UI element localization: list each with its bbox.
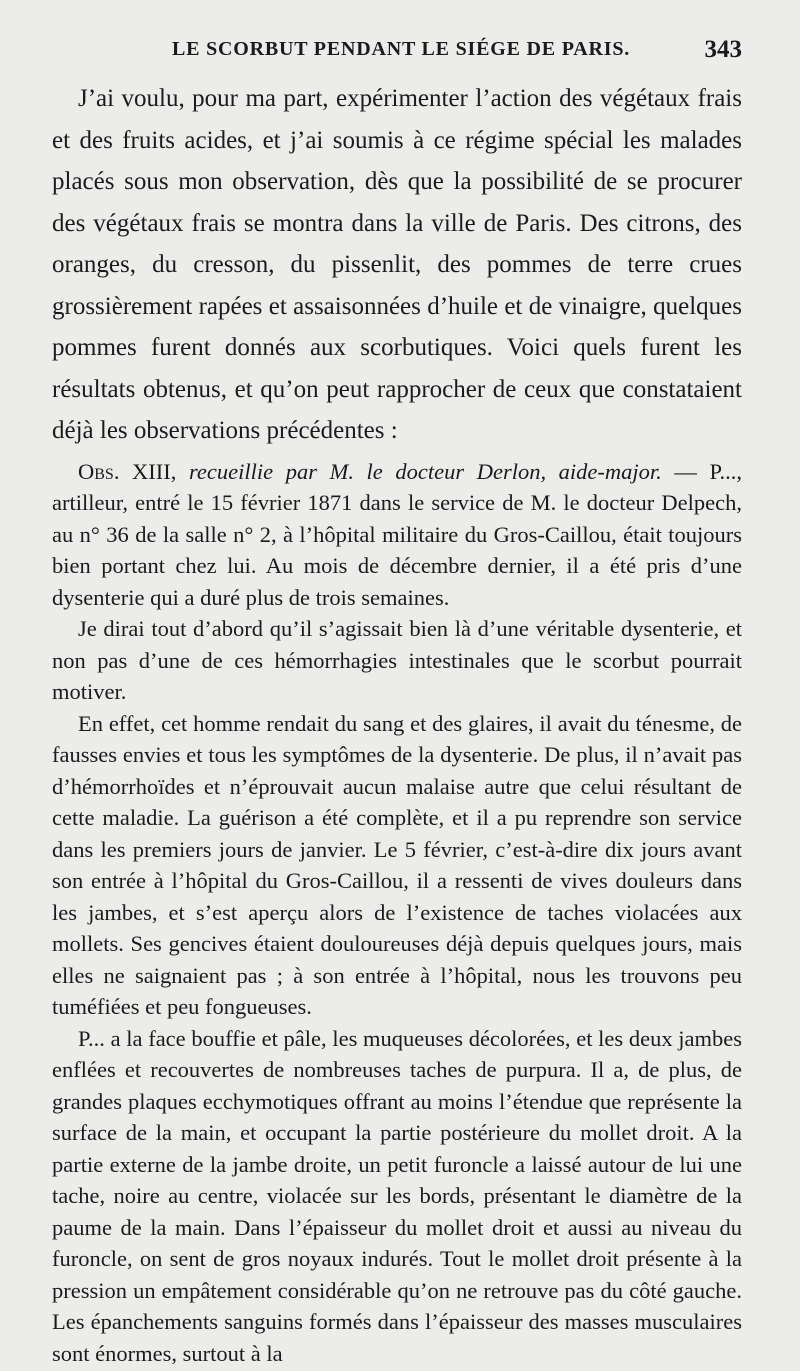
- intro-paragraph: J’ai voulu, pour ma part, expérimenter l’action des végétaux frais et des fruits acides, et j’ai soumis à ce régime spécial les malades placés sous mon observation, dès que la possibilité de se procurer des végétaux frais se montra dans la ville de Paris. Des citrons, des oranges, du cresson, du pissenlit, des pommes de terre crues grossièrement rapées et assaisonnées d’huile et de vinaigre, quelques pommes furent donnés aux scorbutiques. Voici quels furent les résultats obtenus, et qu’on peut rapprocher de ceux que constataient déjà les observations précédentes :: [52, 85, 742, 444]
- observation-label: Obs. XIII: [78, 458, 171, 484]
- intro-section: [52, 78, 742, 452]
- observation-source: recueillie par M. le docteur Derlon, aide-major.: [189, 458, 662, 484]
- running-title: LE SCORBUT PENDANT LE SIÉGE DE PARIS.: [172, 38, 631, 60]
- page-number: 343: [704, 36, 742, 63]
- observation-first-paragraph: Obs. XIII, recueillie par M. le docteur Derlon, aide-major. — P..., artilleur, entré le 15 février 1871 dans le service de M. le docteur Delpech, au n° 36 de la salle n° 2, à l’hôpital militaire du Gros-Caillou, était toujours bien portant chez lui. Au mois de décembre dernier, il a été pris d’une dysenterie qui a duré plus de trois semaines.: [52, 458, 743, 610]
- body-text: [52, 78, 742, 1369]
- observation-paragraph: P... a la face bouffie et pâle, les muqueuses décolorées, et les deux jambes enflées et recouvertes de nombreuses taches de purpura. Il a, de plus, de grandes plaques ecchymotiques offrant au moins l’étendue que représente la surface de la main, et occupant la partie postérieure du mollet droit. A la partie externe de la jambe droite, un petit furoncle a laissé autour de lui une tache, noire au centre, violacée sur les bords, présentant le diamètre de la paume de la main. Dans l’épaisseur du mollet droit et aussi au niveau du furoncle, on sent de gros noyaux indurés. Tout le mollet droit présente à la pression un empâtement considérable qu’on ne retrouve pas du côté gauche. Les épanchements sanguins formés dans l’épaisseur des masses musculaires sont énormes, surtout à la: [52, 1025, 742, 1366]
- observation-paragraph: Je dirai tout d’abord qu’il s’agissait bien là d’une véritable dysenterie, et non pas d’une de ces hémorrhagies intestinales que le scorbut pourrait motiver.: [52, 616, 742, 704]
- page-header: [52, 36, 742, 76]
- observation-section: [52, 456, 742, 1370]
- observation-paragraph: En effet, cet homme rendait du sang et des glaires, il avait du ténesme, de fausses envies et tous les symptômes de la dysenterie. De plus, il n’avait pas d’hémorrhoïdes et n’éprouvait aucun malaise autre que celui résultant de cette maladie. La guérison a été complète, et il a pu reprendre son service dans les premiers jours de janvier. Le 5 février, c’est-à-dire dix jours avant son entrée à l’hôpital du Gros-Caillou, il a ressenti de vives douleurs dans les jambes, et s’est aperçu alors de l’existence de taches violacées aux mollets. Ses gencives étaient douloureuses déjà depuis quelques jours, mais elles ne saignaient pas ; à son entrée à l’hôpital, nous les trouvons peu tuméfiées et peu fongueuses.: [52, 710, 742, 1019]
- observation-first-paragraph-text: — P..., artilleur, entré le 15 février 1871 dans le service de M. le docteur Delpech, au n° 36 de la salle n° 2, à l’hôpital militaire du Gros-Caillou, était toujours bien portant chez lui. Au mois de décembre dernier, il a été pris d’une dysenterie qui a duré plus de trois semaines.: [52, 458, 743, 610]
